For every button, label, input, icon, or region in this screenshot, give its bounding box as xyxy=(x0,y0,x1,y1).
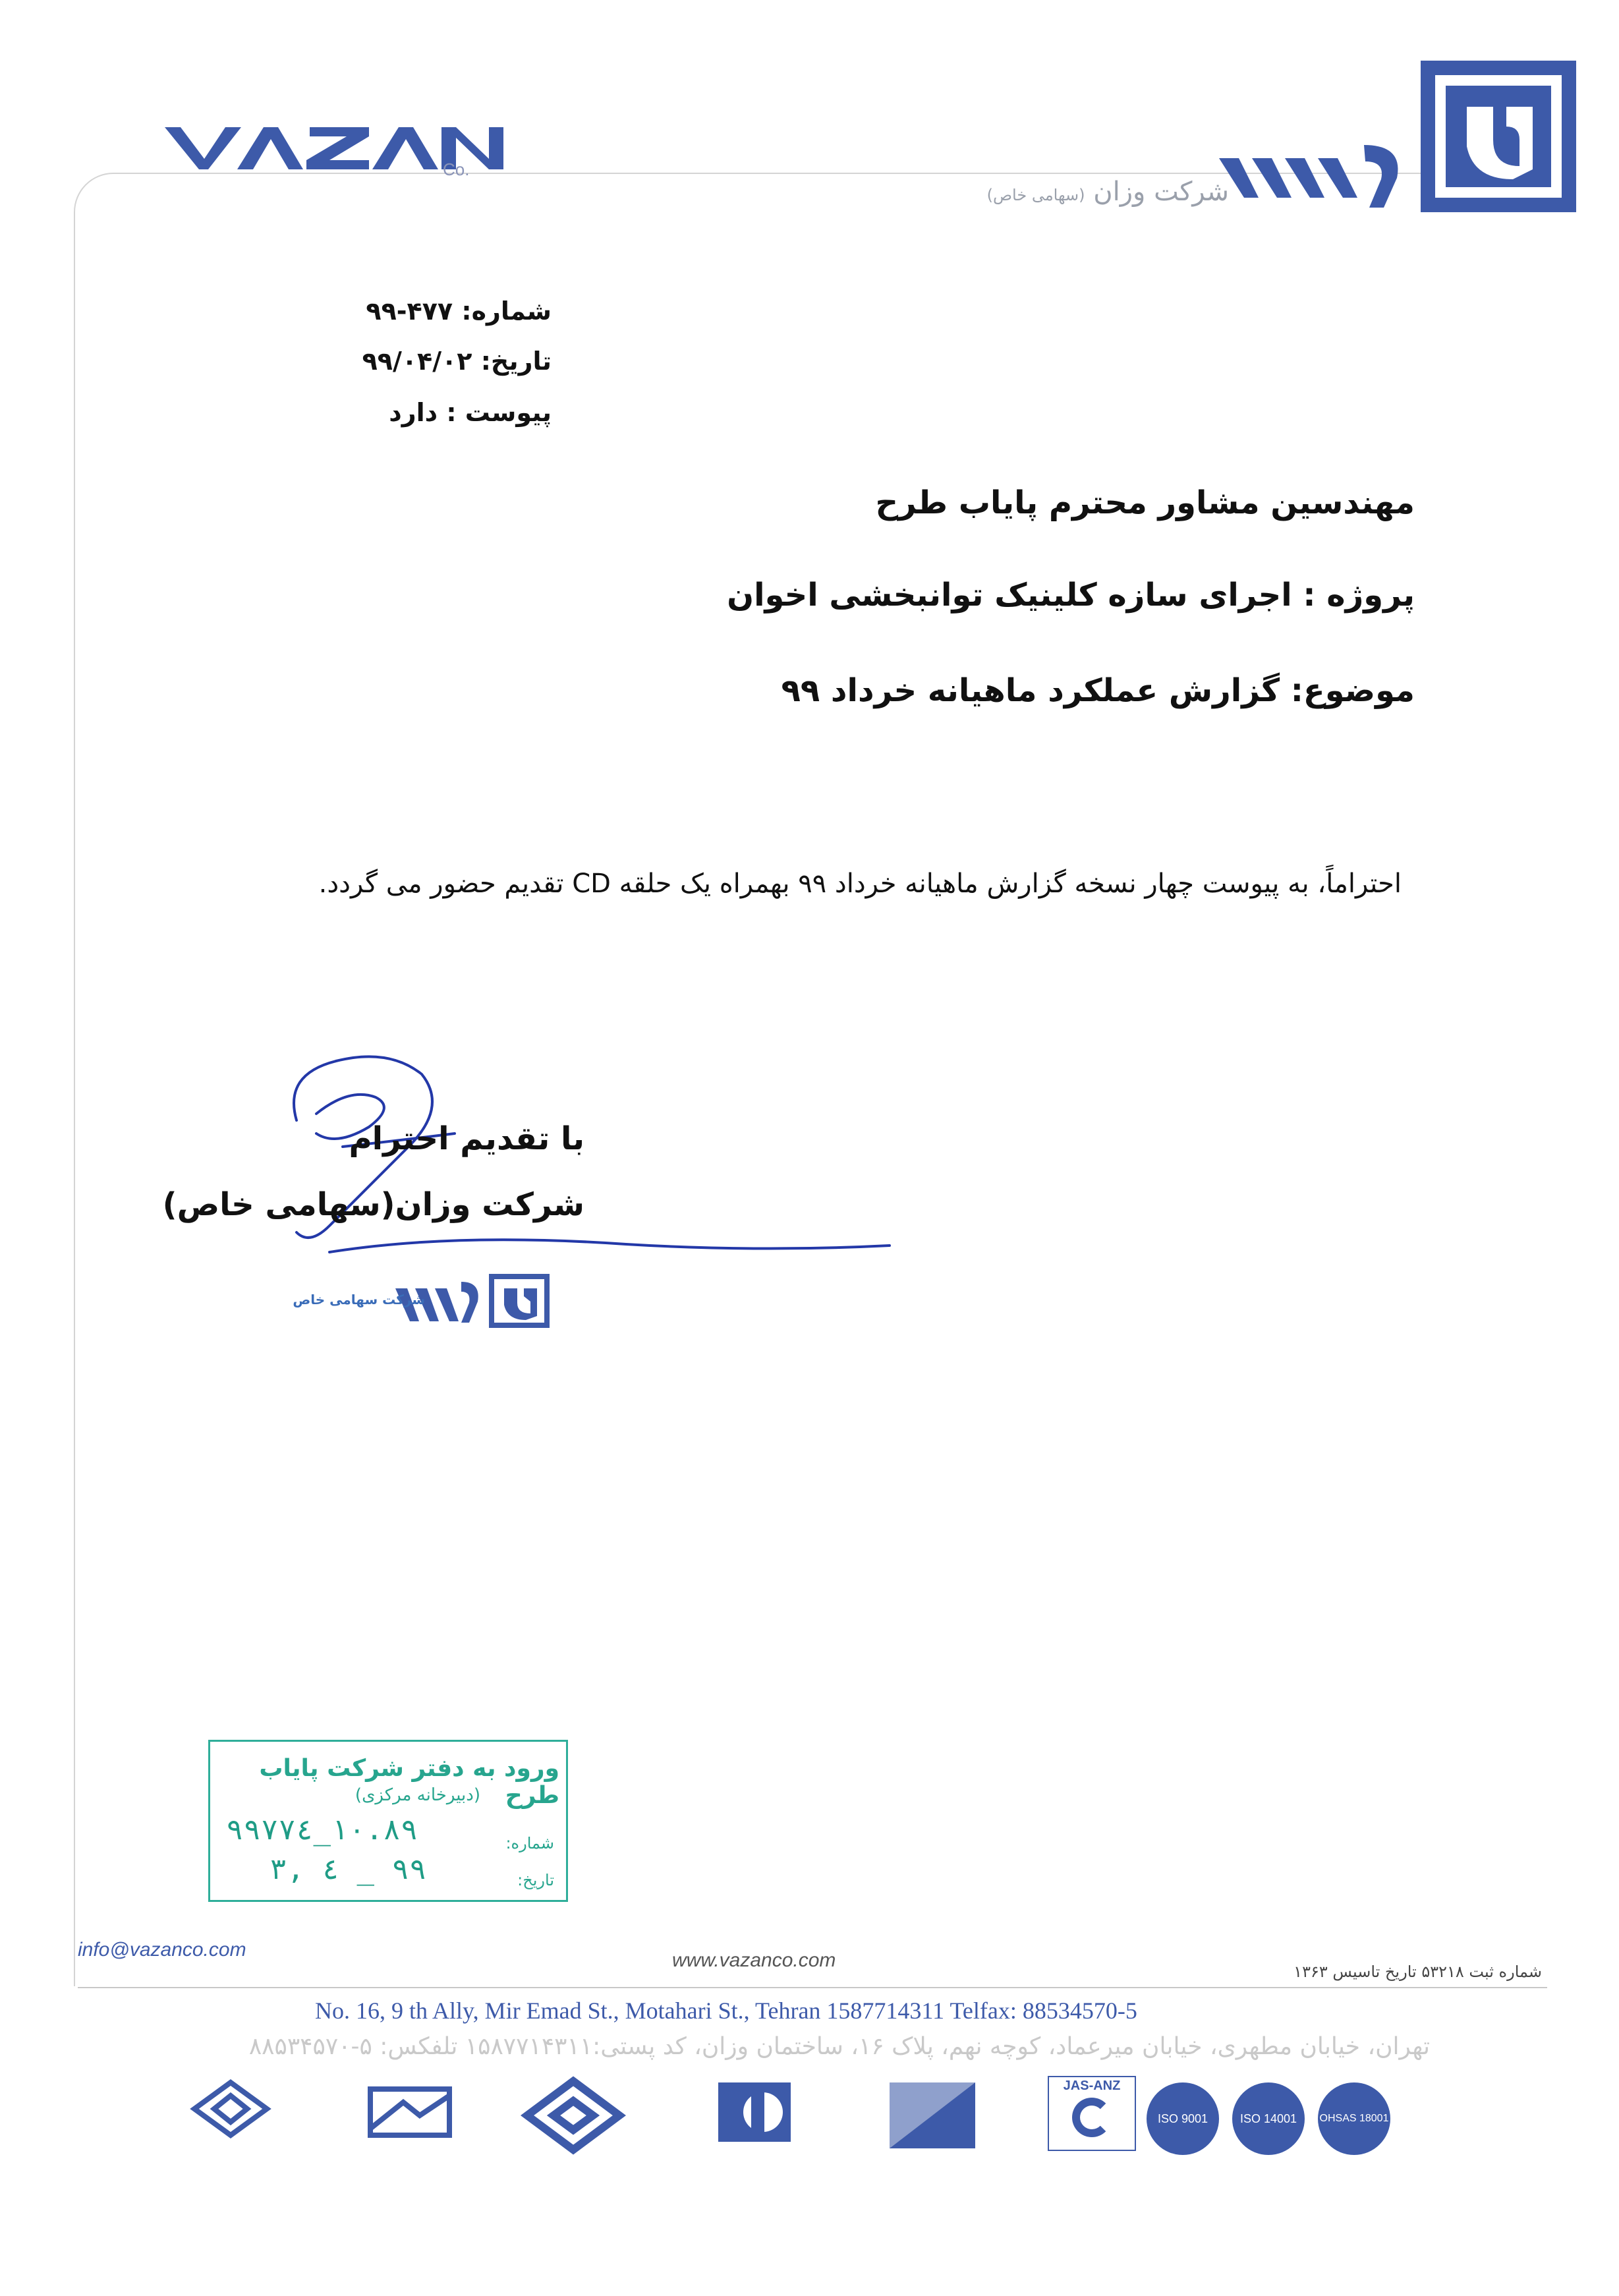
brand-suffix: Co. xyxy=(443,159,470,179)
letter-body: احتراماً، به پیوست چهار نسخه گزارش ماهیانه خرداد ۹۹ بهمراه یک حلقه CD تقدیم حضور می گردد. xyxy=(318,869,1402,899)
letter-number: شماره: ۴۷۷-۹۹ xyxy=(366,297,552,326)
footer-email[interactable]: info@vazanco.com xyxy=(78,1939,246,1961)
association-logo-1 xyxy=(188,2076,273,2155)
jas-anz-c-icon xyxy=(1072,2098,1112,2137)
letter-attachment: پیوست : دارد xyxy=(389,398,552,427)
company-name xyxy=(952,177,1229,207)
closing-company: شرکت وزان(سهامی خاص) xyxy=(162,1186,584,1223)
vazan-logo-emblem xyxy=(1421,61,1576,212)
seal-logo-text: شرکت سهامی خاص xyxy=(293,1292,425,1307)
stamp-date-value: ۹۹ _ ٤ ,۳ xyxy=(270,1852,427,1886)
certifications-panel xyxy=(1048,2076,1404,2155)
association-logo-5 xyxy=(883,2076,982,2155)
association-logo-3 xyxy=(521,2076,626,2155)
footer-website[interactable]: www.vazanco.com xyxy=(672,1949,836,1971)
iso-9001-badge: ISO 9001 xyxy=(1147,2082,1219,2155)
footer-address-en: No. 16, 9 th Ally, Mir Emad St., Motahari St., Tehran 1587714311 Telfax: 88534570-5 xyxy=(315,1997,1137,2024)
ohsas-18001-badge: OHSAS 18001 xyxy=(1318,2082,1390,2155)
association-logo-4 xyxy=(712,2076,797,2155)
stamp-number-value: ۱۰.۸۹_۹۹۷۷٤ xyxy=(226,1813,418,1847)
iso-14001-badge: ISO 14001 xyxy=(1232,2082,1305,2155)
stamp-number-label: شماره: xyxy=(505,1834,554,1852)
footer-registration: شماره ثبت ۵۳۲۱۸ تاریخ تاسیس ۱۳۶۳ xyxy=(1293,1963,1542,1981)
company-type-fa: (سهامی خاص) xyxy=(986,186,1085,204)
stamp-date-label: تاریخ: xyxy=(517,1871,554,1889)
jas-anz-logo xyxy=(1048,2076,1136,2151)
stamp-subtitle: (دبیرخانه مرکزی) xyxy=(355,1785,480,1805)
subject-line: موضوع: گزارش عملکرد ماهیانه خرداد ۹۹ xyxy=(781,672,1415,709)
association-logo-2 xyxy=(364,2076,456,2155)
reception-stamp xyxy=(208,1740,568,1902)
letter-date: تاریخ: ۹۹/۰۴/۰۲ xyxy=(362,347,552,376)
closing-regards: با تقدیم احترام xyxy=(349,1120,584,1157)
company-name-fa: شرکت وزان xyxy=(1093,177,1229,207)
footer-divider xyxy=(78,1987,1547,1988)
vazan-persian-wordmark xyxy=(1212,132,1410,211)
footer-address-fa: تهران، خیابان مطهری، خیابان میرعماد، کوچه نهم، پلاک ۱۶، ساختمان وزان، کد پستی:۱۵۸۷۷۱۴۳۱۱ تلفکس: ۵-۸۸۵۳۴۵۷۰ xyxy=(248,2033,1430,2060)
jas-anz-label: JAS-ANZ xyxy=(1063,2079,1121,2093)
project-line: پروژه : اجرای سازه کلینیک توانبخشی اخوان xyxy=(727,577,1415,614)
recipient: مهندسین مشاور محترم پایاب طرح xyxy=(875,484,1415,521)
stamp-title: ورود به دفتر شرکت پایاب طرح xyxy=(259,1755,559,1809)
